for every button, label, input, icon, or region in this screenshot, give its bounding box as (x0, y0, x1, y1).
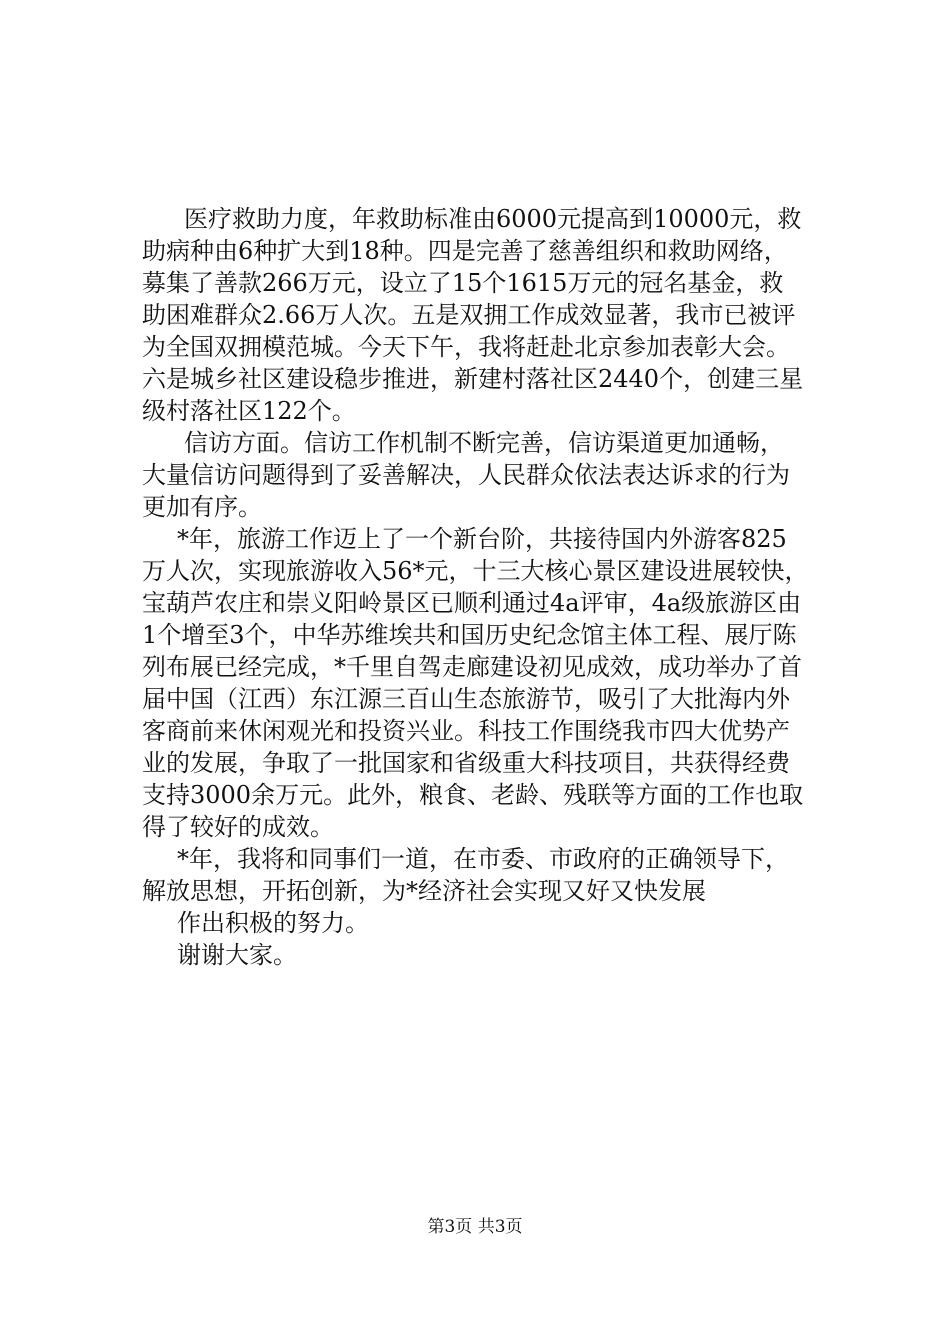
text-line: 列布展已经完成，*千里自驾走廊建设初见成效，成功举办了首 (142, 653, 802, 681)
text-line: 届中国（江西）东江源三百山生态旅游节，吸引了大批海内外 (142, 685, 790, 713)
body-text (142, 203, 810, 971)
text-line: 大量信访问题得到了妥善解决，人民群众依法表达诉求的行为 (142, 461, 790, 489)
text-line: 医疗救助力度，年救助标准由6000元提高到10000元，救 (184, 205, 802, 233)
text-line: 支持3000余万元。此外，粮食、老龄、残联等方面的工作也取 (142, 781, 804, 809)
text-line: 更加有序。 (142, 493, 262, 521)
text-line: 六是城乡社区建设稳步推进，新建村落社区2440个，创建三星 (142, 365, 804, 393)
text-line: 业的发展，争取了一批国家和省级重大科技项目，共获得经费 (142, 749, 790, 777)
text-line: 助困难群众2.66万人次。五是双拥工作成效显著，我市已被评 (142, 301, 796, 329)
text-line: 级村落社区122个。 (142, 397, 356, 425)
text-line: 客商前来休闲观光和投资兴业。科技工作围绕我市四大优势产 (142, 717, 790, 745)
text-line: 谢谢大家。 (177, 941, 297, 969)
text-line: 募集了善款266万元，设立了15个1615万元的冠名基金，救 (142, 269, 784, 297)
page-number-footer: 第3页 共3页 (427, 1217, 523, 1237)
text-line: 作出积极的努力。 (177, 909, 369, 937)
text-line: 1个增至3个，中华苏维埃共和国历史纪念馆主体工程、展厅陈 (142, 621, 797, 649)
text-line: *年，我将和同事们一道，在市委、市政府的正确领导下， (177, 845, 789, 873)
text-line: 信访方面。信访工作机制不断完善，信访渠道更加通畅， (184, 429, 784, 457)
text-line: 宝葫芦农庄和崇义阳岭景区已顺利通过4a评审，4a级旅游区由 (142, 589, 802, 617)
text-line: 解放思想，开拓创新，为*经济社会实现又好又快发展 (142, 877, 706, 905)
text-line: 为全国双拥模范城。今天下午，我将赶赴北京参加表彰大会。 (142, 333, 790, 361)
text-line: 得了较好的成效。 (142, 813, 334, 841)
text-line: 助病种由6种扩大到18种。四是完善了慈善组织和救助网络， (142, 237, 788, 265)
text-line: 万人次，实现旅游收入56*元，十三大核心景区建设进展较快， (142, 557, 809, 585)
text-line: *年，旅游工作迈上了一个新台阶，共接待国内外游客825 (177, 525, 787, 553)
